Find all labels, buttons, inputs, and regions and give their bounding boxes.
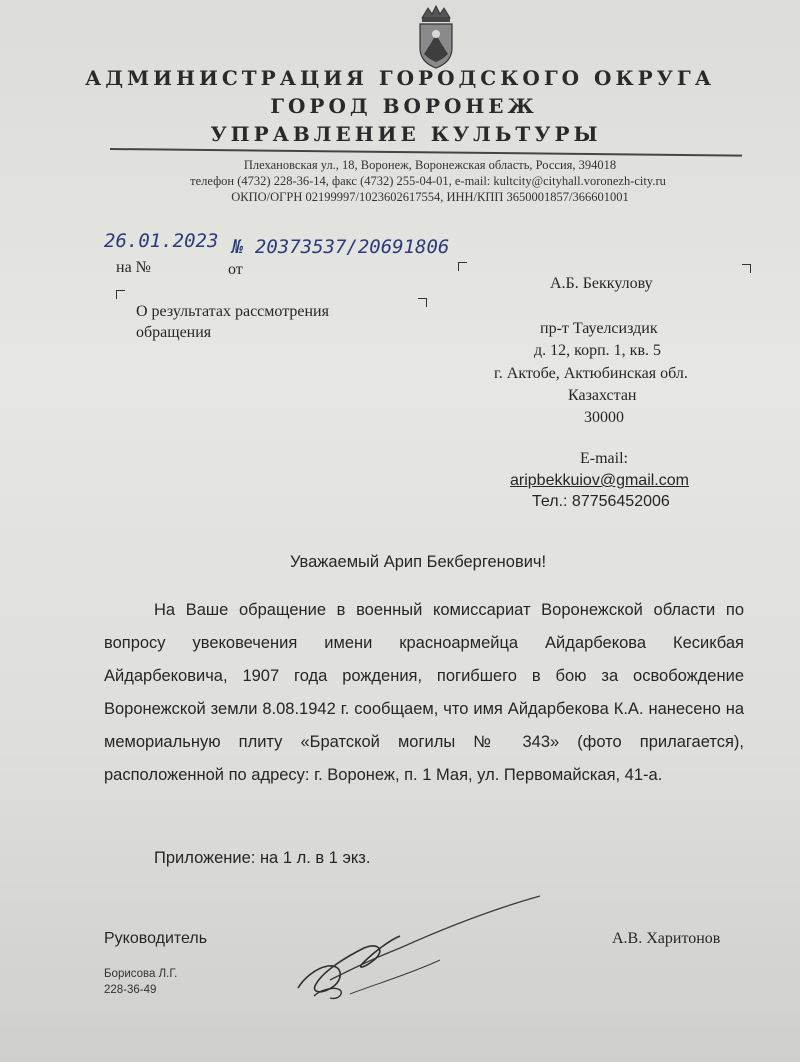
letter-date: 26.01.2023 [104, 230, 219, 252]
header-line-1: АДМИНИСТРАЦИЯ ГОРОДСКОГО ОКРУГА [84, 66, 716, 90]
header-address: Плехановская ул., 18, Воронеж, Воронежская область, Россия, 394018 [243, 158, 617, 172]
recipient-email-label: E-mail: [580, 450, 628, 467]
header-divider [110, 148, 742, 157]
recipient-name: А.Б. Беккулову [550, 275, 653, 292]
executor-phone: 228-36-49 [104, 984, 157, 996]
recipient-corner-left [458, 262, 467, 271]
letter-number: № 20373537/20691806 [232, 236, 450, 258]
reference-number-label: на № [116, 259, 151, 276]
recipient-street: пр-т Тауелсиздик [540, 320, 658, 337]
letter-greeting: Уважаемый Арип Бекбергенович! [290, 553, 547, 571]
recipient-email[interactable]: aripbekkuiov@gmail.com [510, 472, 689, 489]
signer-position: Руководитель [104, 930, 208, 947]
recipient-country: Казахстан [568, 387, 637, 404]
recipient-corner-right [742, 264, 751, 273]
letter-body [104, 594, 744, 792]
recipient-city: г. Актобе, Актюбинская обл. [494, 365, 688, 382]
header-line-2: ГОРОД ВОРОНЕЖ [270, 94, 538, 118]
letter-body-text: На Ваше обращение в военный комиссариат Воронежской области по вопросу увековечения имени красноармейца Айдарбекова Кесикбая Айдарбековича, 1907 года рождения, погибшего в бою за освобождение Воронежской земли 8.08.1942 г. сообщаем, что имя Айдарбекова К.А. нанесено на мемориальную плиту «Братской могилы № 343» (фото прилагается), расположенной по адресу: г. Воронеж, п. 1 Мая, ул. Первомайская, 41-а. [104, 601, 744, 784]
recipient-zip: 30000 [584, 409, 624, 426]
attachment-note: Приложение: на 1 л. в 1 экз. [154, 849, 371, 867]
recipient-house: д. 12, корп. 1, кв. 5 [534, 342, 661, 359]
subject-corner-right [418, 298, 427, 307]
subject-line-1: О результатах рассмотрения [136, 303, 329, 320]
header-line-3: УПРАВЛЕНИЕ КУЛЬТУРЫ [210, 122, 602, 146]
recipient-phone: Тел.: 87756452006 [532, 493, 670, 510]
handwritten-signature [290, 890, 550, 1020]
header-registration: ОКПО/ОГРН 02199997/1023602617554, ИНН/КПП 3650001857/366601001 [231, 190, 629, 204]
header-contacts: телефон (4732) 228-36-14, факс (4732) 255-04-01, e-mail: kultcity@cityhall.voronezh-city.ru [190, 174, 666, 188]
executor-name: Борисова Л.Г. [104, 968, 178, 980]
signer-name: А.В. Харитонов [612, 930, 721, 947]
subject-corner-left [116, 290, 125, 299]
coat-of-arms-emblem [414, 4, 458, 70]
reference-date-label: от [228, 261, 243, 278]
subject-line-2: обращения [136, 324, 212, 341]
